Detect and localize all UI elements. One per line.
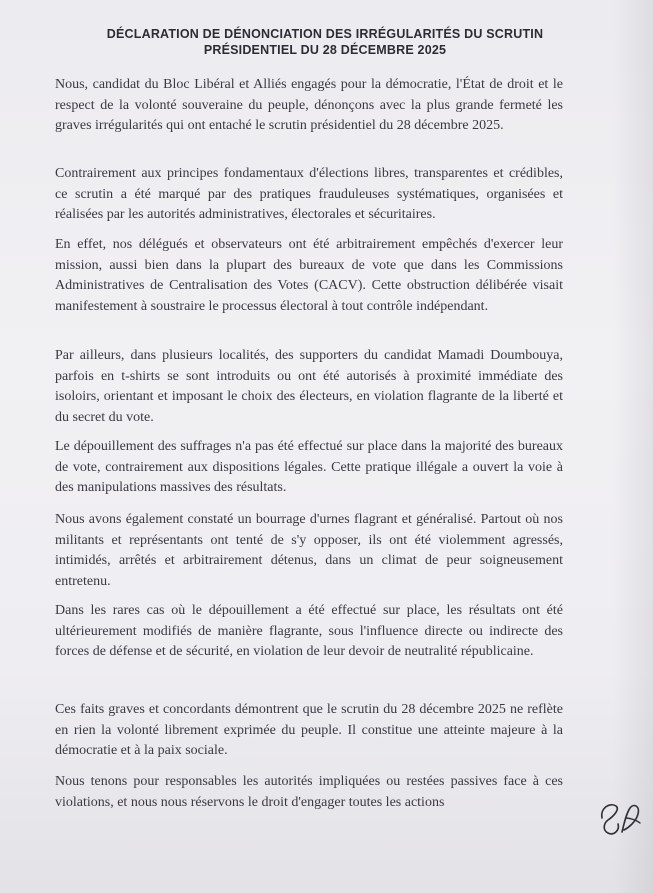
paragraph-3: En effet, nos délégués et observateurs ont été arbitrairement empêchés d'exercer leur mission, aussi bien dans la plupart des bureaux de vote que dans les Commissions Administratives de Centralisation des Votes (CACV). Cette obstruction délibérée visait manifestement à soustraire le processus électoral à tout contrôle indépendant. <box>55 237 563 314</box>
signature-initials-icon <box>596 796 644 840</box>
paragraph-6: Nous avons également constaté un bourrage d'urnes flagrant et généralisé. Partout où nos militants et représentants ont tenté de s'y opposer, ils ont été violemment agressés, intimidés, arrêtés et arbitrairement détenus, dans un climat de peur soigneusement entretenu. <box>55 512 563 589</box>
paragraph-4: Par ailleurs, dans plusieurs localités, des supporters du candidat Mamadi Doumbouya, parfois en t-shirts se sont introduits ou ont été autorisés à proximité immédiate des isoloirs, orientant et imposant le choix des électeurs, en violation flagrante de la liberté et du secret du vote. <box>55 348 563 425</box>
paragraph-9 <box>55 772 563 834</box>
paragraph-9-text: Nous tenons pour responsables les autorités impliquées ou restées passives face à ces violations, et nous nous réservons le droit d'engager toutes les actions <box>55 774 563 810</box>
page-edge-shadow <box>613 0 653 893</box>
document-title-line2: PRÉSIDENTIEL DU 28 DÉCEMBRE 2025 <box>203 43 447 57</box>
document-title-line1: DÉCLARATION DE DÉNONCIATION DES IRRÉGULARITÉS DU SCRUTIN <box>106 27 544 41</box>
paragraph-1: Nous, candidat du Bloc Libéral et Alliés engagés pour la démocratie, l'État de droit et le respect de la volonté souveraine du peuple, dénonçons avec la plus grande fermeté les graves irrégularités qui ont entaché le scrutin présidentiel du 28 décembre 2025. <box>55 77 563 133</box>
paragraph-7: Dans les rares cas où le dépouillement a été effectué sur place, les résultats ont été ultérieurement modifiés de manière flagrante, sous l'influence directe ou indirecte des forces de défense et de sécurité, en violation de leur devoir de neutralité républicaine. <box>55 603 563 659</box>
paragraph-8: Ces faits graves et concordants démontrent que le scrutin du 28 décembre 2025 ne reflète en rien la volonté librement exprimée du peuple. Il constitue une atteinte majeure à la démocratie et à la paix sociale. <box>55 702 563 758</box>
paragraph-2: Contrairement aux principes fondamentaux d'élections libres, transparentes et crédibles, ce scrutin a été marqué par des pratiques frauduleuses systématiques, organisées et réalisées par les autorités administratives, électorales et sécuritaires. <box>55 166 563 222</box>
paragraph-5: Le dépouillement des suffrages n'a pas été effectué sur place dans la majorité des bureaux de vote, contrairement aux dispositions légales. Cette pratique illégale a ouvert la voie à des manipulations massives des résultats. <box>55 439 563 495</box>
